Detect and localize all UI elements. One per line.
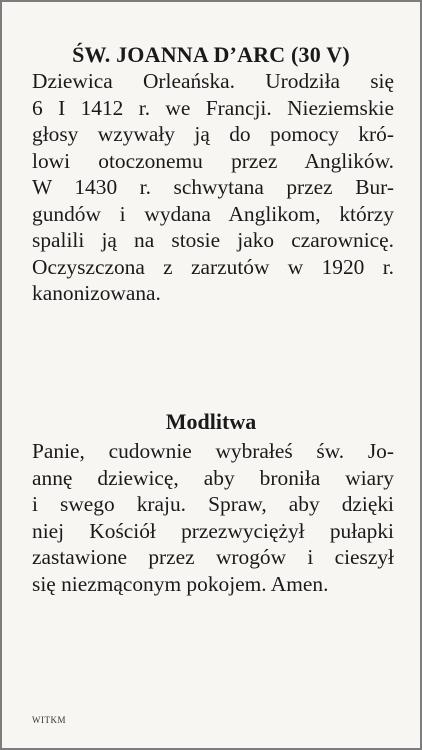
bio-line: Oczyszczona z zarzutów w 1920 r.: [32, 254, 394, 279]
bio-line: Dziewica Orleańska. Urodziła się: [32, 69, 394, 93]
card-title: ŚW. JOANNA D’ARC (30 V): [72, 42, 350, 67]
bio-line: kanonizowana.: [32, 281, 161, 305]
bio-line: spalili ją na stosie jako czarownicę.: [32, 228, 394, 252]
prayer-line: zastawione przez wrogów i cieszył: [32, 545, 394, 569]
bio-line: gundów i wydana Anglikom, którzy: [32, 201, 394, 226]
bio-line: głosy wzywały ją do pomocy kró-: [32, 122, 394, 146]
prayer-heading: Modlitwa: [165, 409, 257, 434]
prayer-line: i swego kraju. Spraw, aby dzięki: [32, 492, 394, 516]
publisher-mark: WITKM: [32, 715, 66, 725]
prayer-line: się niezmąconym pokojem. Amen.: [32, 571, 329, 596]
bio-line: 6 I 1412 r. we Francji. Nieziemskie: [32, 95, 394, 120]
prayer-line: niej Kościół przezwyciężył pułapki: [32, 518, 394, 543]
bio-line: lowi otoczonemu przez Anglików.: [32, 148, 394, 173]
biography-paragraph: [32, 68, 394, 307]
prayer-paragraph: [32, 438, 394, 597]
bio-line: W 1430 r. schwytana przez Bur-: [32, 175, 394, 199]
prayer-line: Panie, cudownie wybrałeś św. Jo-: [32, 439, 394, 463]
prayer-line: annę dziewicę, aby broniła wiary: [32, 465, 394, 490]
